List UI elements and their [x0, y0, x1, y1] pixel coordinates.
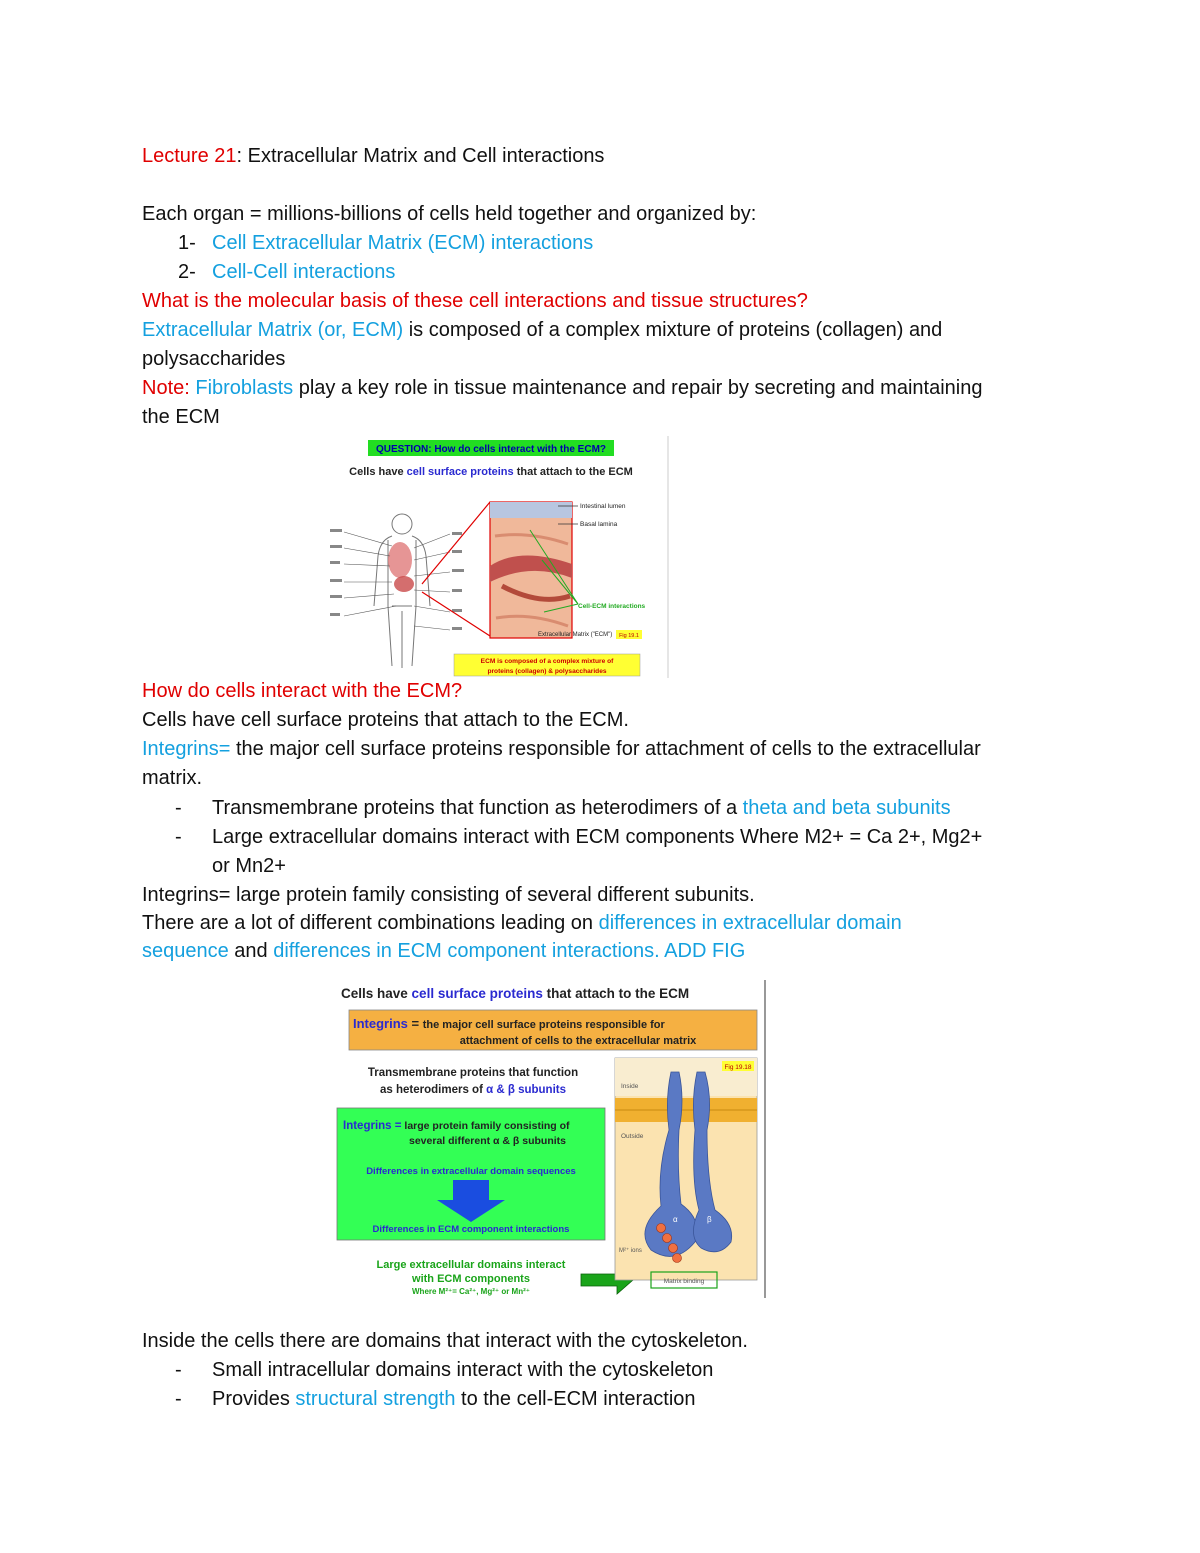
figure-ecm-svg — [330, 436, 670, 678]
integrins-definition-cont: matrix. — [142, 767, 202, 789]
note-label: Note: — [142, 377, 196, 399]
organ-shape — [394, 576, 414, 592]
intro-text: Each organ = millions-billions of cells held together and organized by: — [142, 203, 757, 225]
figure-ecm-overview — [330, 436, 670, 678]
ecm-definition-cont: polysaccharides — [142, 348, 286, 370]
integrins-definition — [142, 735, 981, 764]
large-line-1: Large extracellular domains interact — [376, 1259, 566, 1271]
fig1-subtitle: Cells have cell surface proteins that attach to the ECM — [349, 466, 633, 478]
summary-line: ECM is composed of a complex mixture of — [480, 658, 614, 665]
fig2-tag: Fig 19.18 — [724, 1064, 752, 1071]
note — [142, 374, 982, 403]
bullet-dash: - — [175, 1388, 182, 1410]
fig2-header: Cells have cell surface proteins that attach to the ECM — [341, 986, 690, 1001]
green-diff-1: Differences in extracellular domain sequences — [366, 1166, 576, 1177]
label-basal: Basal lamina — [580, 521, 618, 528]
integrins-family-text: Integrins= large protein family consisting of several different subunits. — [142, 884, 755, 906]
large-line-2: with ECM components — [412, 1273, 530, 1285]
list-number: 1- — [178, 232, 196, 254]
figure-integrins-svg — [335, 980, 769, 1298]
green-diff-2: Differences in ECM component interactions — [372, 1224, 570, 1235]
bullet-dash: - — [175, 1359, 182, 1381]
large-line-3: Where M²⁺= Ca²⁺, Mg²⁺ or Mn²⁺ — [412, 1287, 530, 1296]
tm-line-1: Transmembrane proteins that function — [367, 1067, 579, 1079]
note-cont: the ECM — [142, 406, 220, 428]
organ-shape — [388, 542, 412, 578]
bullet-dash: - — [175, 797, 182, 819]
label-cell-ecm: Cell-ECM interactions — [578, 603, 646, 610]
label-inside: Inside — [621, 1083, 639, 1090]
combinations-text: There are a lot of different combinations leading on differences in extracellular domain — [142, 912, 902, 934]
list-item-text: Transmembrane proteins that function as heterodimers of a theta and beta subunits — [212, 797, 951, 819]
bullet-dash: - — [175, 826, 182, 848]
list-item-text: Provides structural strength to the cell-ECM interaction — [212, 1388, 696, 1410]
box-line-2: attachment of cells to the extracellular matrix — [459, 1035, 697, 1047]
list-item-text: Small intracellular domains interact with the cytoskeleton — [212, 1359, 714, 1381]
lecture-title-text: : Extracellular Matrix and Cell interactions — [236, 145, 605, 167]
question-banner-text: QUESTION: How do cells interact with the ECM? — [375, 444, 607, 455]
question-heading: What is the molecular basis of these cell interactions and tissue structures? — [142, 290, 808, 312]
ecm-def-text: is composed of a complex mixture of proteins (collagen) and — [403, 319, 943, 341]
tm-line-2: as heterodimers of α & β subunits — [380, 1084, 566, 1096]
list-number: 2- — [178, 261, 196, 283]
box-term-line: Integrins = the major cell surface proteins responsible for — [353, 1016, 665, 1031]
beta-label: β — [707, 1215, 712, 1224]
green-line-2: several different α & β subunits — [409, 1135, 566, 1147]
ecm-definition — [142, 316, 942, 345]
lecture-number: Lecture 21 — [142, 145, 237, 167]
lipid-bilayer — [615, 1098, 757, 1122]
note-term: Fibroblasts — [195, 377, 294, 399]
label-matrix-binding: Matrix binding — [663, 1278, 705, 1285]
fig-tag: Fig 19.1 — [619, 633, 639, 639]
green-line-1: Integrins = large protein family consisting of — [343, 1120, 570, 1132]
list-item-text: Cell-Cell interactions — [212, 261, 396, 283]
lecture-title — [142, 142, 604, 171]
label-lumen: Intestinal lumen — [580, 503, 626, 510]
label-outside: Outside — [621, 1133, 644, 1140]
cells-have-text: Cells have cell surface proteins that attach to the ECM. — [142, 709, 629, 731]
question-heading-2: How do cells interact with the ECM? — [142, 680, 463, 702]
note-text: play a key role in tissue maintenance and repair by secreting and maintaining — [293, 377, 983, 399]
list-item-text: Large extracellular domains interact with ECM components Where M2+ = Ca 2+, Mg2+ — [212, 826, 983, 848]
inside-cells-text: Inside the cells there are domains that interact with the cytoskeleton. — [142, 1330, 748, 1352]
combinations-text-cont: sequence and differences in ECM component interactions. ADD FIG — [142, 940, 746, 962]
summary-line: proteins (collagen) & polysaccharides — [487, 668, 607, 675]
alpha-label: α — [673, 1215, 678, 1224]
integrins-term: Integrins= — [142, 738, 231, 760]
figure-integrins — [335, 980, 769, 1298]
label-matrix: Extracellular Matrix ("ECM") — [538, 632, 613, 638]
integrins-def-text: the major cell surface proteins responsible for attachment of cells to the extracellular — [230, 738, 981, 760]
label-ions: M²⁺ ions — [619, 1248, 642, 1254]
epithelium-layer — [490, 502, 572, 518]
ecm-term: Extracellular Matrix (or, ECM) — [142, 319, 404, 341]
list-item-text: Cell Extracellular Matrix (ECM) interactions — [212, 232, 594, 254]
list-item-cont: or Mn2+ — [212, 855, 286, 877]
